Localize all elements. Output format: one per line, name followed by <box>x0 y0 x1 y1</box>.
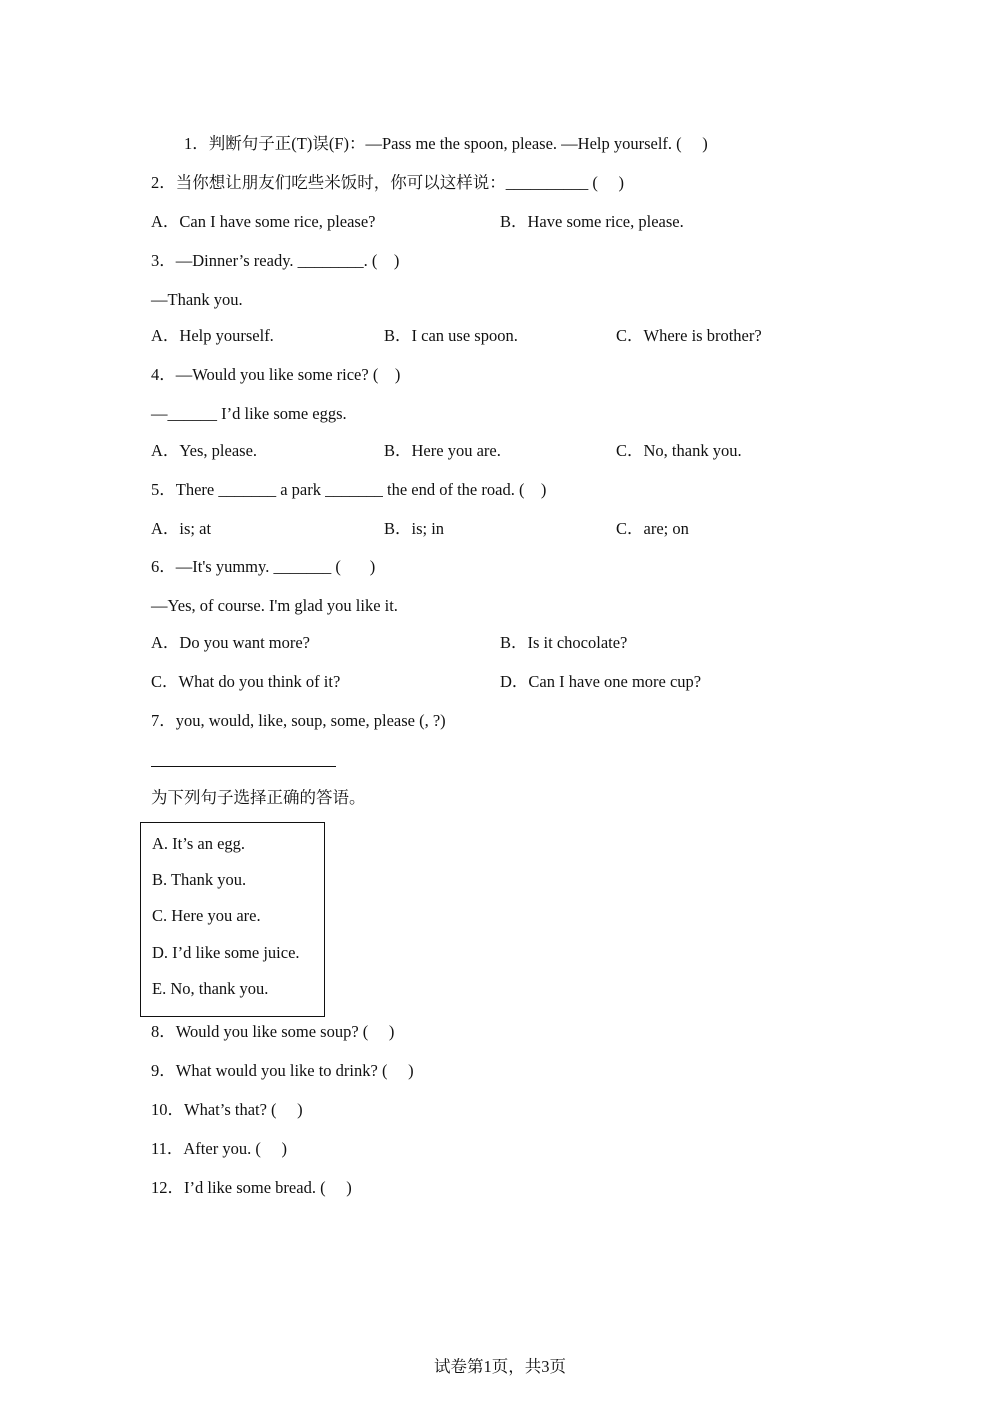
q12-text: 12．I’d like some bread. ( ) <box>151 1178 352 1197</box>
q6-option-c: C．What do you think of it? <box>151 672 341 691</box>
q2-option-a: A．Can I have some rice, please? <box>151 212 376 231</box>
page-footer: 试卷第1页，共3页 <box>434 1357 566 1376</box>
q10-text: 10．What’s that? ( ) <box>151 1100 303 1119</box>
q7-answer-line <box>151 766 336 767</box>
q7-text: 7．you, would, like, soup, some, please (, ?) <box>151 711 446 730</box>
q2-text: 2．当你想让朋友们吃些米饭时，你可以这样说：__________ ( ) <box>151 173 624 192</box>
q3-text: 3．—Dinner’s ready. ________. ( ) <box>151 251 400 270</box>
q3-reply: —Thank you. <box>151 290 243 309</box>
q4-text: 4．—Would you like some rice? ( ) <box>151 365 401 384</box>
q5-option-c: C．are; on <box>616 519 689 538</box>
q2-option-b: B．Have some rice, please. <box>500 212 684 231</box>
q1-text: 1．判断句子正(T)误(F)：—Pass me the spoon, please. —Help yourself. ( ) <box>184 134 708 153</box>
q5-text: 5．There _______ a park _______ the end of the road. ( ) <box>151 480 547 499</box>
q4-reply: —______ I’d like some eggs. <box>151 404 347 423</box>
q3-option-c: C．Where is brother? <box>616 326 762 345</box>
q5-option-b: B．is; in <box>384 519 445 538</box>
box-item-b: B. Thank you. <box>152 870 247 889</box>
q6-option-d: D．Can I have one more cup? <box>500 672 702 691</box>
q4-option-b: B．Here you are. <box>384 441 501 460</box>
q6-reply: —Yes, of course. I'm glad you like it. <box>151 596 398 615</box>
box-item-e: E. No, thank you. <box>152 979 269 998</box>
q6-option-a: A．Do you want more? <box>151 633 311 652</box>
box-item-a: A. It’s an egg. <box>152 834 246 853</box>
q4-option-a: A．Yes, please. <box>151 441 258 460</box>
q3-option-b: B．I can use spoon. <box>384 326 518 345</box>
section-instruction: 为下列句子选择正确的答语。 <box>151 788 366 807</box>
q9-text: 9．What would you like to drink? ( ) <box>151 1061 414 1080</box>
q8-text: 8．Would you like some soup? ( ) <box>151 1022 395 1041</box>
q11-text: 11．After you. ( ) <box>151 1139 287 1158</box>
q4-option-c: C．No, thank you. <box>616 441 742 460</box>
q3-option-a: A．Help yourself. <box>151 326 274 345</box>
q6-text: 6．—It's yummy. _______ ( ) <box>151 557 376 576</box>
box-item-c: C. Here you are. <box>152 906 261 925</box>
q5-option-a: A．is; at <box>151 519 212 538</box>
answer-options-box <box>140 822 325 1017</box>
q6-option-b: B．Is it chocolate? <box>500 633 628 652</box>
box-item-d: D. I’d like some juice. <box>152 943 300 962</box>
